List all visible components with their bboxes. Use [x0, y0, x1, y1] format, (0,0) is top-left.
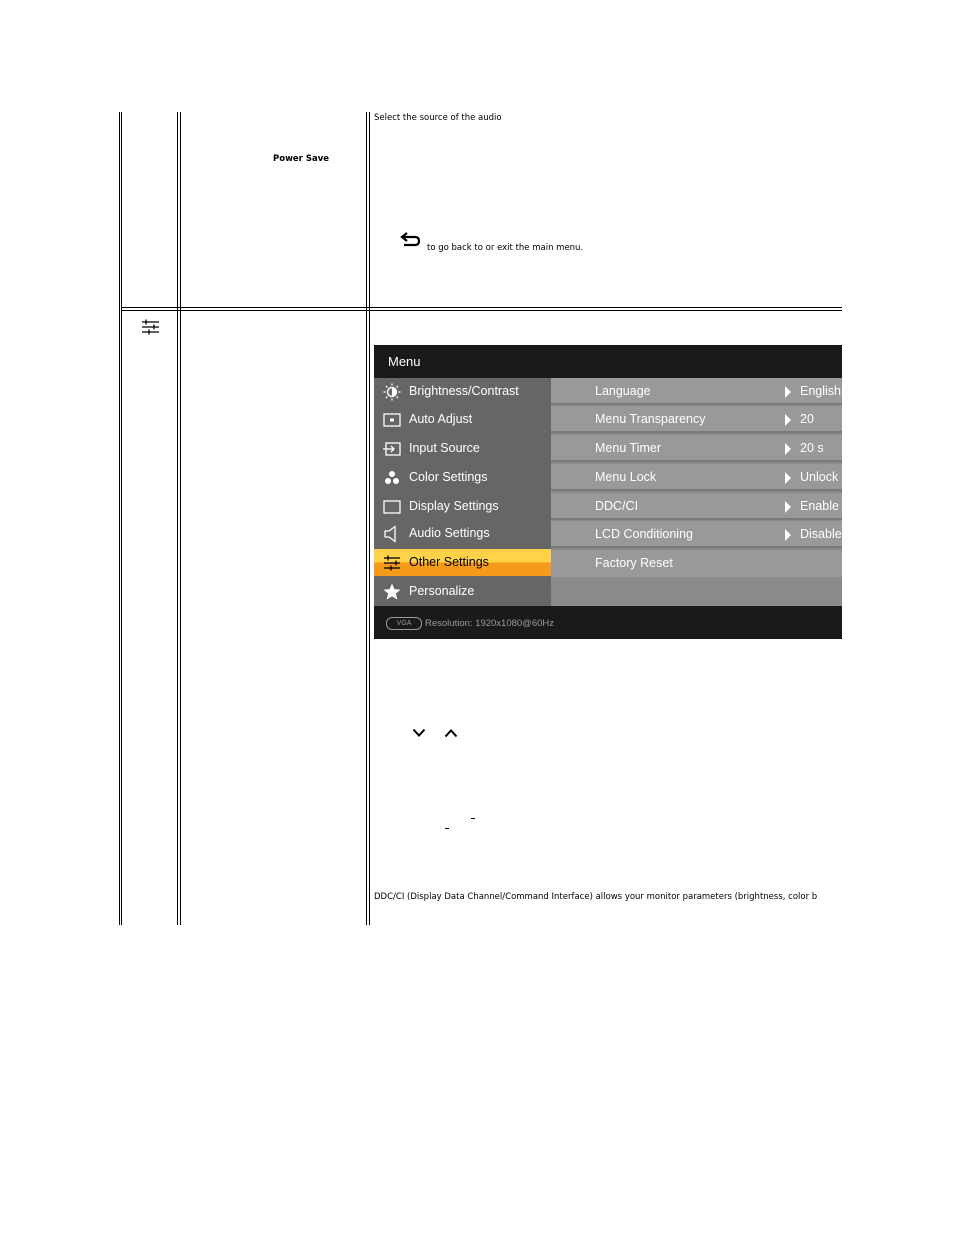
star-icon	[382, 583, 402, 601]
osd-item-label: Audio Settings	[409, 526, 490, 540]
color-dots-icon	[382, 469, 402, 487]
osd-item-label: Auto Adjust	[409, 412, 473, 426]
osd-header	[374, 345, 842, 378]
osd-item-label: Display Settings	[409, 499, 499, 513]
osd-menu-image	[374, 345, 842, 639]
speaker-icon	[382, 525, 402, 543]
sliders-icon	[382, 554, 402, 572]
osd-setting-name: Language	[595, 384, 651, 398]
triangle-right-icon	[785, 386, 791, 398]
row-divider-a	[121, 307, 842, 308]
sun-icon	[382, 383, 402, 401]
osd-item-input-source	[374, 435, 551, 462]
osd-setting-name: Menu Lock	[595, 470, 657, 484]
osd-item-label: Other Settings	[409, 555, 489, 569]
osd-item-other-settings	[374, 549, 551, 576]
osd-setting-value: Unlock	[800, 470, 839, 484]
osd-setting-value: Enable	[800, 499, 839, 513]
osd-submenu	[551, 378, 842, 606]
chevron-up-icon	[444, 728, 458, 738]
triangle-right-icon	[785, 501, 791, 513]
row-divider-b	[121, 310, 842, 311]
osd-setting-value: 20 s	[800, 441, 824, 455]
column-divider-2a	[366, 112, 367, 925]
osd-setting-ddc-ci	[551, 493, 842, 520]
ddc-ci-description: DDC/CI (Display Data Channel/Command Interface) allows your monitor parameters (brightness, color b	[374, 892, 818, 902]
osd-resolution: Resolution: 1920x1080@60Hz	[425, 618, 555, 629]
triangle-right-icon	[785, 472, 791, 484]
input-source-icon	[382, 440, 402, 458]
column-divider-1b	[180, 112, 181, 925]
table-border-left-outer	[119, 112, 120, 925]
osd-main-menu	[374, 378, 551, 606]
dash-mark	[471, 818, 475, 819]
audio-source-description: Select the source of the audio	[374, 113, 502, 123]
osd-setting-menu-transparency	[551, 406, 842, 433]
osd-setting-name: DDC/CI	[595, 499, 639, 513]
osd-setting-factory-reset	[551, 550, 842, 577]
osd-item-color-settings	[374, 464, 551, 491]
osd-title: Menu	[388, 354, 421, 369]
osd-item-display-settings	[374, 493, 551, 520]
column-divider-1a	[177, 112, 178, 925]
triangle-right-icon	[785, 443, 791, 455]
osd-item-audio-settings	[374, 520, 551, 547]
osd-item-brightness-contrast	[374, 378, 551, 405]
osd-setting-menu-timer	[551, 435, 842, 462]
osd-item-personalize	[374, 578, 551, 605]
triangle-right-icon	[785, 414, 791, 426]
table-border-left-inner	[121, 112, 122, 925]
display-rect-icon	[382, 498, 402, 516]
vga-connector-icon: VGA	[386, 617, 422, 630]
osd-setting-value: English	[800, 384, 841, 398]
osd-setting-name: Menu Timer	[595, 441, 661, 455]
osd-setting-name: Menu Transparency	[595, 412, 706, 426]
back-arrow-icon	[400, 230, 422, 248]
osd-setting-language	[551, 378, 842, 405]
osd-item-auto-adjust	[374, 406, 551, 433]
auto-adjust-icon	[382, 411, 402, 429]
osd-setting-name: LCD Conditioning	[595, 527, 693, 541]
power-save-label: Power Save	[273, 154, 330, 164]
chevron-down-icon	[412, 728, 426, 738]
osd-item-label: Brightness/Contrast	[409, 384, 519, 398]
column-divider-2b	[369, 112, 370, 925]
osd-item-label: Input Source	[409, 441, 480, 455]
triangle-right-icon	[785, 529, 791, 541]
dash-mark	[445, 828, 449, 829]
osd-item-label: Personalize	[409, 584, 475, 598]
osd-setting-name: Factory Reset	[595, 556, 673, 570]
other-settings-icon	[141, 319, 160, 335]
osd-setting-value: Disable	[800, 527, 842, 541]
osd-setting-menu-lock	[551, 464, 842, 491]
osd-item-label: Color Settings	[409, 470, 488, 484]
osd-setting-value: 20	[800, 412, 814, 426]
osd-setting-lcd-conditioning	[551, 521, 842, 548]
back-instruction-text: to go back to or exit the main menu.	[427, 243, 584, 253]
osd-footer	[374, 606, 842, 639]
